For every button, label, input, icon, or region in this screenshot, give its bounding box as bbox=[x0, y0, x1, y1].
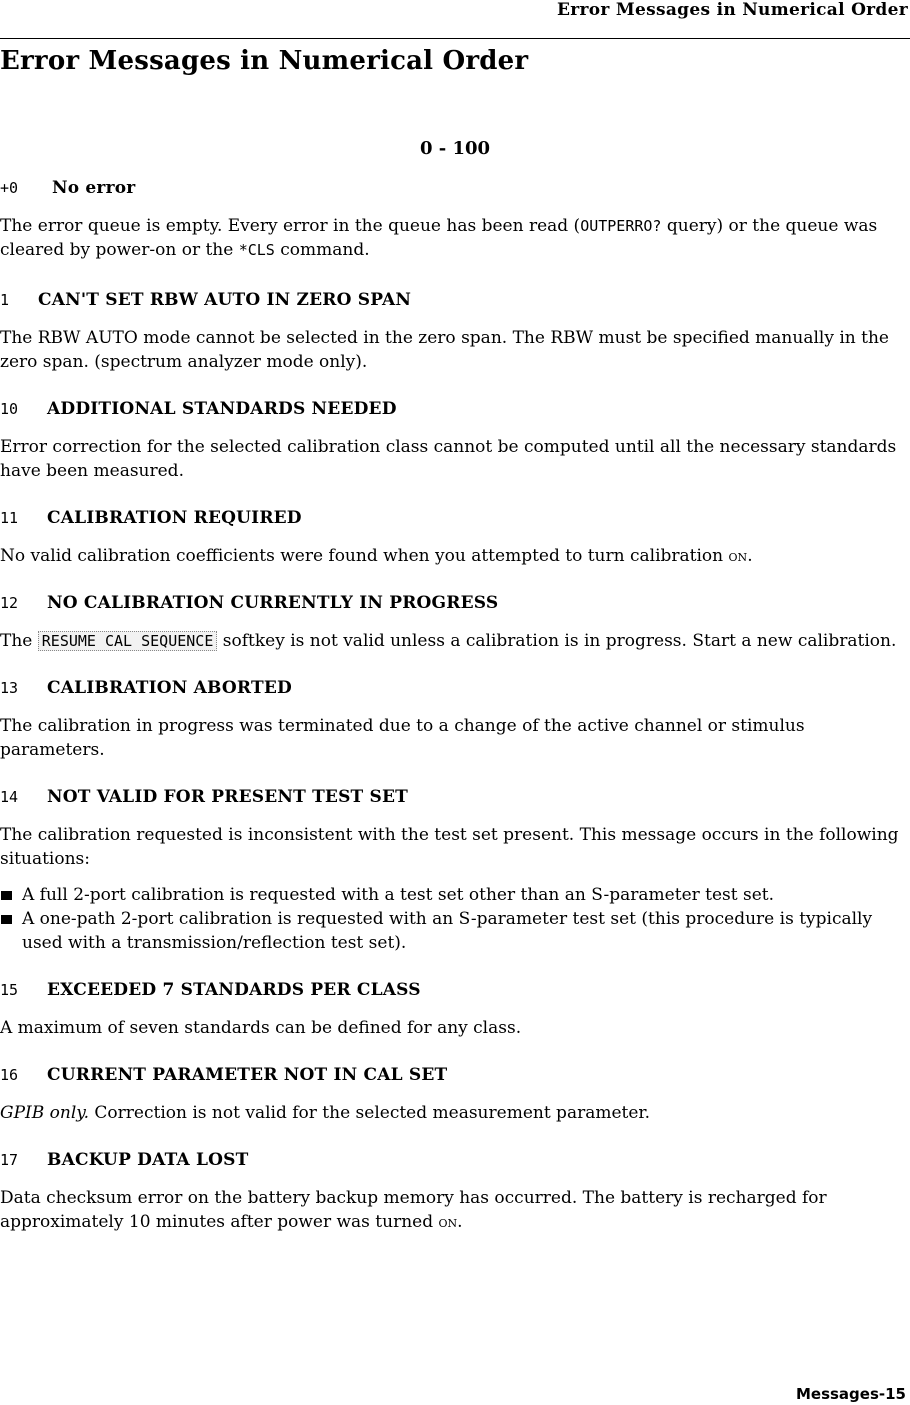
error-description bbox=[0, 1101, 908, 1125]
key-on: on bbox=[438, 1213, 458, 1231]
error-title: CURRENT PARAMETER NOT IN CAL SET bbox=[47, 1065, 448, 1085]
error-title: CALIBRATION ABORTED bbox=[47, 678, 292, 698]
error-description bbox=[0, 544, 908, 568]
description-text: Correction is not valid for the selected measurement parameter. bbox=[89, 1103, 651, 1123]
error-entry-header bbox=[0, 176, 908, 200]
error-code: 11 bbox=[0, 509, 19, 527]
description-text: softkey is not valid unless a calibration is in progress. Start a new calibration. bbox=[217, 631, 897, 651]
description-text: command. bbox=[274, 240, 370, 260]
gpib-only-note: GPIB only. bbox=[0, 1103, 90, 1123]
error-entry-header bbox=[0, 978, 908, 1002]
error-entry-header bbox=[0, 506, 908, 530]
error-code: 12 bbox=[0, 594, 19, 612]
list-item bbox=[0, 883, 908, 907]
error-entry-header bbox=[0, 676, 908, 700]
error-title: No error bbox=[52, 178, 136, 198]
error-code: 14 bbox=[0, 788, 19, 806]
error-entry-header bbox=[0, 591, 908, 615]
command-outperro: OUTPERRO? bbox=[580, 217, 662, 235]
page-title: Error Messages in Numerical Order bbox=[0, 46, 529, 76]
description-text: Data checksum error on the battery backup memory has occurred. The battery is recharged for approximately 10 minutes after power was turned bbox=[0, 1188, 827, 1232]
error-description: A maximum of seven standards can be defined for any class. bbox=[0, 1018, 522, 1038]
error-description bbox=[0, 629, 908, 653]
error-entry-17 bbox=[0, 1148, 908, 1234]
error-list bbox=[0, 176, 908, 1257]
description-text: The error queue is empty. Every error in the queue has been read ( bbox=[0, 216, 581, 236]
running-header: Error Messages in Numerical Order bbox=[557, 0, 908, 20]
error-code: 1 bbox=[0, 291, 10, 309]
error-description: The calibration in progress was terminated due to a change of the active channel or stimulus parameters. bbox=[0, 716, 805, 760]
description-text: The bbox=[0, 631, 38, 651]
error-code: 15 bbox=[0, 981, 19, 999]
error-title: EXCEEDED 7 STANDARDS PER CLASS bbox=[47, 980, 421, 1000]
error-title: NOT VALID FOR PRESENT TEST SET bbox=[47, 787, 409, 807]
error-description bbox=[0, 1186, 908, 1234]
resume-cal-sequence-softkey: RESUME CAL SEQUENCE bbox=[38, 631, 218, 651]
error-description bbox=[0, 214, 908, 262]
error-entry-header bbox=[0, 1063, 908, 1087]
page-number: Messages-15 bbox=[795, 1385, 906, 1403]
command-cls: *CLS bbox=[238, 241, 275, 259]
situation-list bbox=[0, 883, 908, 955]
error-entry-10 bbox=[0, 397, 908, 483]
header-divider bbox=[0, 38, 910, 39]
error-code: 13 bbox=[0, 679, 19, 697]
description-text: query) or the queue was cleared by power-on or the bbox=[0, 216, 878, 260]
error-title: BACKUP DATA LOST bbox=[47, 1150, 249, 1170]
list-item-text: A one-path 2-port calibration is requested with an S-parameter test set (this procedure is typically used with a transmission/reflection test set). bbox=[22, 909, 873, 953]
error-title: ADDITIONAL STANDARDS NEEDED bbox=[47, 399, 397, 419]
error-title: CAN'T SET RBW AUTO IN ZERO SPAN bbox=[38, 290, 412, 310]
error-entry-header bbox=[0, 1148, 908, 1172]
key-on: on bbox=[728, 547, 748, 565]
error-description: The RBW AUTO mode cannot be selected in the zero span. The RBW must be specified manually in the zero span. (spectrum analyzer mode only). bbox=[0, 328, 889, 372]
error-code: 10 bbox=[0, 400, 19, 418]
error-code: 17 bbox=[0, 1151, 19, 1169]
error-entry-11 bbox=[0, 506, 908, 568]
error-title: NO CALIBRATION CURRENTLY IN PROGRESS bbox=[47, 593, 499, 613]
error-code: 16 bbox=[0, 1066, 19, 1084]
error-entry-header bbox=[0, 785, 908, 809]
error-entry-14 bbox=[0, 785, 908, 955]
error-entry-header bbox=[0, 397, 908, 421]
range-heading: 0 - 100 bbox=[419, 138, 491, 159]
error-entry-header bbox=[0, 288, 908, 312]
error-entry-16 bbox=[0, 1063, 908, 1125]
description-text: . bbox=[457, 1212, 463, 1232]
error-title: CALIBRATION REQUIRED bbox=[47, 508, 302, 528]
list-item bbox=[0, 907, 908, 955]
error-entry-1 bbox=[0, 288, 908, 374]
error-entry-0 bbox=[0, 176, 908, 262]
error-description: The calibration requested is inconsistent with the test set present. This message occurs in the following situations: bbox=[0, 825, 899, 869]
error-description: Error correction for the selected calibration class cannot be computed until all the necessary standards have been measured. bbox=[0, 437, 897, 481]
description-text: . bbox=[747, 546, 753, 566]
error-entry-12 bbox=[0, 591, 908, 653]
error-entry-15 bbox=[0, 978, 908, 1040]
error-entry-13 bbox=[0, 676, 908, 762]
square-bullet-icon bbox=[1, 891, 12, 900]
description-text: No valid calibration coefficients were found when you attempted to turn calibration bbox=[0, 546, 729, 566]
square-bullet-icon bbox=[1, 915, 12, 924]
list-item-text: A full 2-port calibration is requested with a test set other than an S-parameter test set. bbox=[22, 885, 775, 905]
error-code: +0 bbox=[0, 179, 19, 197]
